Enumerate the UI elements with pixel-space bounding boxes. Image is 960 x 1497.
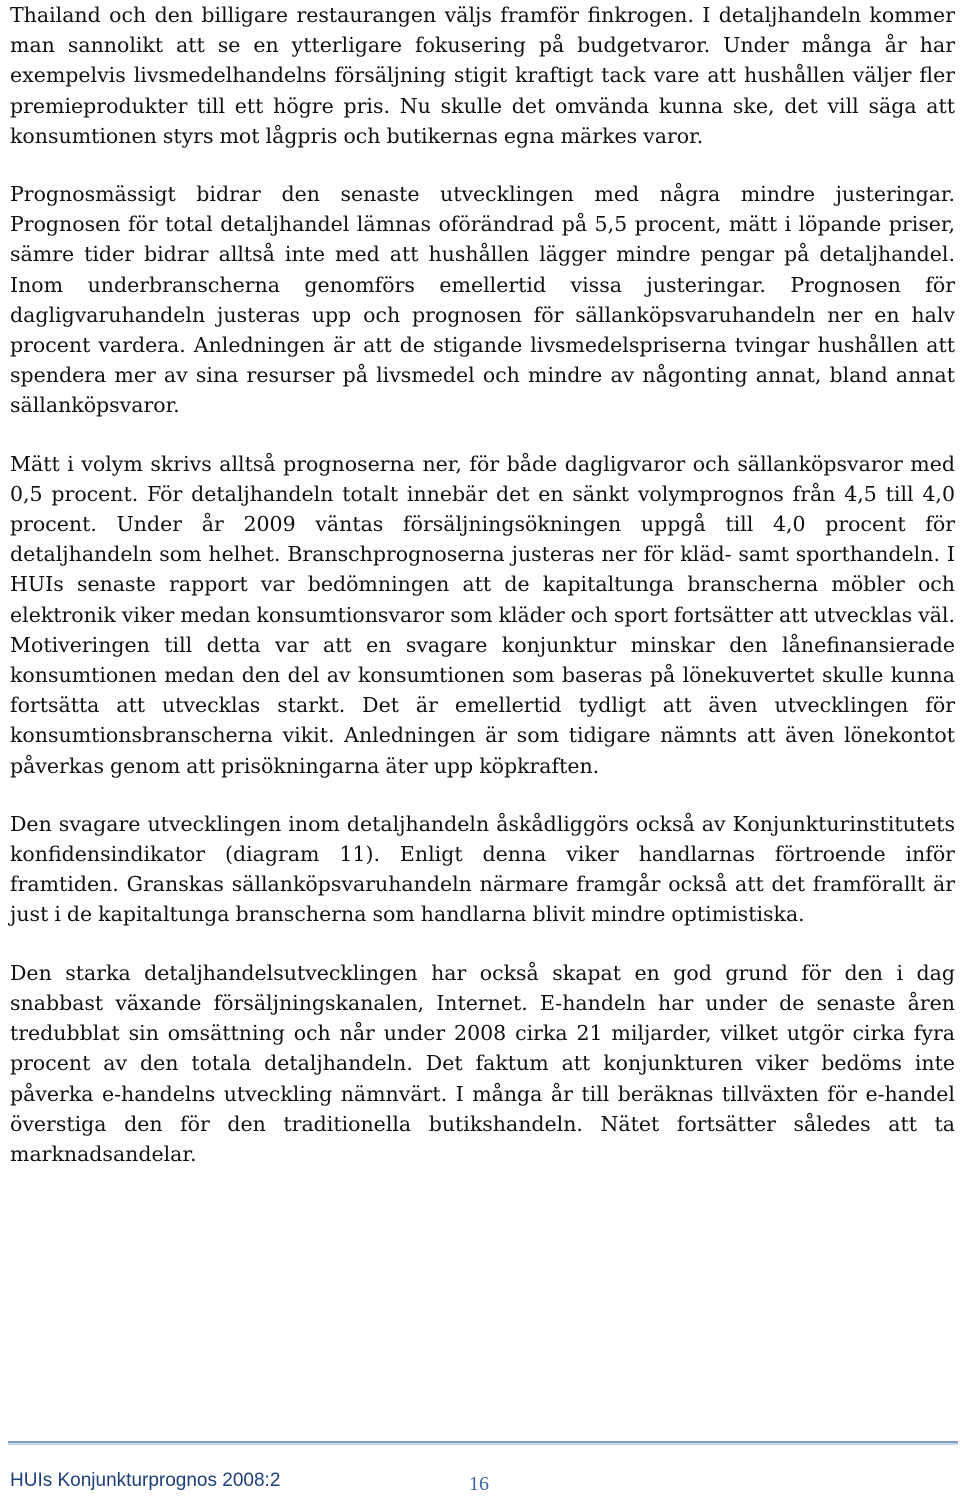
paragraph-3 (10, 449, 955, 781)
paragraph-line: Den svagare utvecklingen inom detaljhandeln åskådliggörs också av Konjunkturinstitutets (10, 811, 955, 836)
paragraph-line: procent av den totala detaljhandeln. Det faktum att konjunkturen viker bedöms inte (10, 1051, 955, 1076)
paragraph-line: detaljhandeln som helhet. Branschprognoserna justeras ner för kläd- samt sporthandeln. I (10, 542, 955, 567)
paragraph-line: framtiden. Granskas sällanköpsvaruhandeln närmare framgår också att det framförallt är (10, 872, 955, 897)
paragraph-2 (10, 179, 955, 421)
paragraph-line: påverkas genom att prisökningarna äter upp köpkraften. (10, 753, 600, 778)
page-number: 16 (469, 1473, 489, 1495)
paragraph-line: bidrar alltså inte med att hushållen lägger mindre pengar på detaljhandel. Inom (10, 242, 955, 297)
paragraph-line: för total detaljhandel lämnas oförändrad på 5,5 procent, mätt i löpande priser, sämre tider (10, 212, 955, 267)
document-body (10, 0, 955, 1197)
paragraph-line: dagligvaruhandeln justeras upp och prognosen för sällanköpsvaruhandeln ner en halv (10, 302, 955, 327)
paragraph-line: konfidensindikator (diagram 11). Enligt denna viker handlarnas förtroende inför (10, 842, 955, 867)
paragraph-5 (10, 958, 955, 1169)
footer-publication-title: HUIs Konjunkturprognos 2008:2 (10, 1470, 281, 1491)
paragraph-line: konsumtionsbranscherna vikit. Anledningen är som tidigare nämnts att även lönekontot (10, 723, 955, 748)
paragraph-line: marknadsandelar. (10, 1141, 197, 1166)
paragraph-4 (10, 809, 955, 930)
paragraph-line: överstiga den för den traditionella butikshandeln. Nätet fortsätter således att ta (10, 1111, 955, 1136)
paragraph-line: Den starka detaljhandelsutvecklingen har också skapat en god grund för den i dag (10, 960, 955, 985)
paragraph-1 (10, 0, 955, 151)
paragraph-line: just i de kapitaltunga branscherna som handlarna blivit mindre optimistiska. (10, 902, 805, 927)
paragraph-line: tredubblat sin omsättning och når under 2008 cirka 21 miljarder, vilket utgör cirka fyra (10, 1021, 955, 1046)
paragraph-line: spendera mer av sina resurser på livsmedel och mindre av någonting annat, bland annat (10, 363, 955, 388)
paragraph-line: Mätt i volym skrivs alltså prognoserna ner, för både dagligvaror och sällanköpsvaror med (10, 451, 955, 476)
paragraph-line: man sannolikt att se en ytterligare fokusering på budgetvaror. Under många år har (10, 33, 955, 58)
paragraph-line: sällanköpsvaror. (10, 393, 180, 418)
paragraph-line: premieprodukter till ett högre pris. Nu skulle det omvända kunna ske, det vill säga att (10, 93, 955, 118)
footer-divider (8, 1441, 958, 1443)
paragraph-line: snabbast växande försäljningskanalen, Internet. E-handeln har under de senaste åren (10, 990, 955, 1015)
paragraph-line: 0,5 procent. För detaljhandeln totalt innebär det en sänkt volymprognos från 4,5 till 4,0 (10, 481, 955, 506)
paragraph-line: Prognosmässigt bidrar den senaste utvecklingen med några mindre justeringar. Prognosen (10, 182, 955, 237)
paragraph-line: fortsätta att utvecklas starkt. Det är emellertid tydligt att även utvecklingen för (10, 693, 955, 718)
paragraph-line: Thailand och den billigare restaurangen väljs framför finkrogen. I detaljhandeln kommer (10, 3, 955, 27)
paragraph-line: exempelvis livsmedelhandelns försäljning stigit kraftigt tack vare att hushållen väljer fler (10, 63, 955, 88)
paragraph-line: HUIs senaste rapport var bedömningen att de kapitaltunga branscherna möbler och (10, 572, 955, 597)
paragraph-line: konsumtionen styrs mot lågpris och butikernas egna märkes varor. (10, 123, 704, 148)
paragraph-line: elektronik viker medan konsumtionsvaror som kläder och sport fortsätter att utvecklas (10, 602, 919, 627)
paragraph-line: påverka e-handelns utveckling nämnvärt. I många år till beräknas tillväxten för e-handel (10, 1081, 955, 1106)
paragraph-line: underbranscherna genomförs emellertid vissa justeringar. Prognosen för (87, 272, 955, 297)
paragraph-line: väl. Motiveringen till detta var att en svagare konjunktur minskar den lånefinansierade (10, 602, 955, 657)
paragraph-line: procent. Under år 2009 väntas försäljningsökningen uppgå till 4,0 procent för (10, 512, 955, 537)
paragraph-line: konsumtionen medan den del av konsumtionen som baseras på lönekuvertet skulle kunna (10, 663, 955, 688)
paragraph-line: procent vardera. Anledningen är att de stigande livsmedelspriserna tvingar hushållen att (10, 333, 955, 358)
